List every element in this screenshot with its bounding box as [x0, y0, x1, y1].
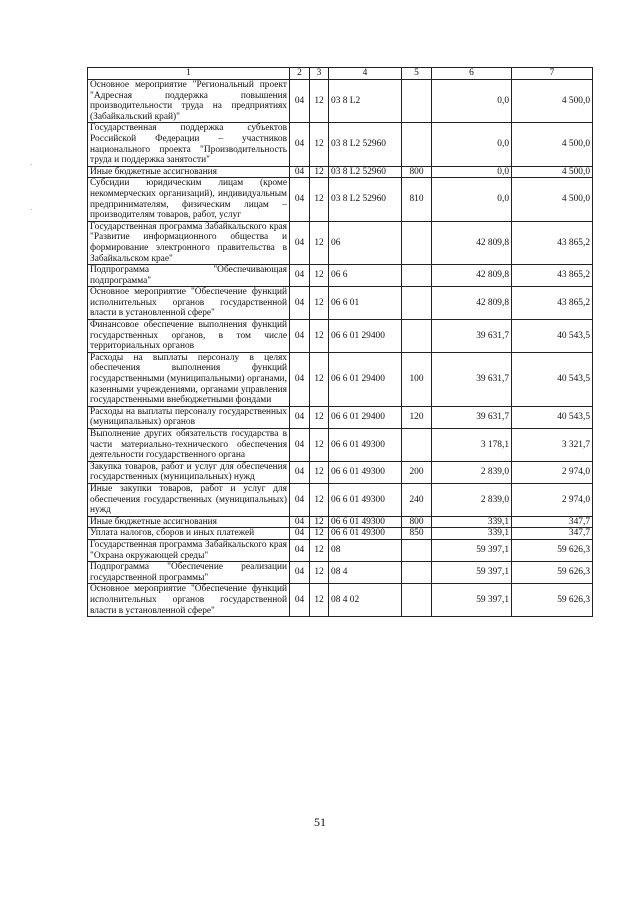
expense-type-cell	[402, 320, 432, 353]
table-row	[88, 166, 593, 178]
table-row	[88, 123, 593, 166]
amount-year2-cell: 59 626,3	[512, 562, 593, 584]
target-article-cell: 06	[329, 221, 402, 264]
section-code-cell: 04	[290, 287, 310, 320]
section-code-cell: 04	[290, 516, 310, 528]
column-header: 2	[290, 68, 310, 80]
amount-year2-cell: 40 543,5	[512, 406, 593, 428]
amount-year2-cell: 43 865,2	[512, 221, 593, 264]
amount-year1-cell: 59 397,1	[432, 584, 512, 617]
expense-type-cell	[402, 429, 432, 462]
expense-type-cell: 800	[402, 166, 432, 178]
amount-year1-cell: 0,0	[432, 123, 512, 166]
expense-name-cell: Расходы на выплаты персоналу в целях обеспечения выполнения функций государственными (муниципальными) органами, казенными учреждениями, органами управления государственными внебюджетными фондами	[88, 352, 290, 406]
amount-year2-cell: 2 974,0	[512, 483, 593, 516]
page-number: 51	[314, 815, 326, 829]
section-code-cell: 04	[290, 265, 310, 287]
expense-name-cell: Субсидии юридическим лицам (кроме некоммерческих организаций), индивидуальным предпринимателям, физическим лицам – производителям товаров, работ, услуг	[88, 178, 290, 221]
target-article-cell: 03 8 L2 52960	[329, 178, 402, 221]
expense-name-cell: Подпрограмма "Обеспечивающая подпрограмма"	[88, 265, 290, 287]
table-row	[88, 320, 593, 353]
amount-year2-cell: 43 865,2	[512, 265, 593, 287]
target-article-cell: 03 8 L2	[329, 80, 402, 123]
amount-year2-cell: 347,7	[512, 516, 593, 528]
target-article-cell: 08	[329, 539, 402, 561]
table-row	[88, 287, 593, 320]
section-code-cell: 04	[290, 80, 310, 123]
amount-year1-cell: 0,0	[432, 166, 512, 178]
section-code-cell: 04	[290, 584, 310, 617]
amount-year2-cell: 4 500,0	[512, 166, 593, 178]
expense-type-cell	[402, 80, 432, 123]
target-article-cell: 06 6 01 49300	[329, 429, 402, 462]
table-row	[88, 221, 593, 264]
amount-year2-cell: 40 543,5	[512, 352, 593, 406]
expense-type-cell: 810	[402, 178, 432, 221]
amount-year1-cell: 42 809,8	[432, 287, 512, 320]
amount-year1-cell: 39 631,7	[432, 352, 512, 406]
amount-year1-cell: 39 631,7	[432, 320, 512, 353]
expense-name-cell: Подпрограмма "Обеспечение реализации государственной программы"	[88, 562, 290, 584]
column-header: 6	[432, 68, 512, 80]
amount-year1-cell: 59 397,1	[432, 562, 512, 584]
amount-year2-cell: 4 500,0	[512, 123, 593, 166]
amount-year2-cell: 4 500,0	[512, 178, 593, 221]
expense-name-cell: Расходы на выплаты персоналу государственных (муниципальных) органов	[88, 406, 290, 428]
expense-name-cell: Иные бюджетные ассигнования	[88, 516, 290, 528]
expense-name-cell: Государственная поддержка субъектов Российской Федерации – участников национального проекта "Производительность труда и поддержка занятости"	[88, 123, 290, 166]
amount-year2-cell: 59 626,3	[512, 539, 593, 561]
subsection-code-cell: 12	[310, 584, 329, 617]
column-header: 5	[402, 68, 432, 80]
budget-table	[87, 67, 593, 617]
table-row	[88, 406, 593, 428]
subsection-code-cell: 12	[310, 287, 329, 320]
expense-name-cell: Государственная программа Забайкальского края "Охрана окружающей среды"	[88, 539, 290, 561]
table-row	[88, 265, 593, 287]
section-code-cell: 04	[290, 562, 310, 584]
amount-year1-cell: 0,0	[432, 178, 512, 221]
subsection-code-cell: 12	[310, 516, 329, 528]
section-code-cell: 04	[290, 483, 310, 516]
expense-type-cell	[402, 287, 432, 320]
expense-name-cell: Иные закупки товаров, работ и услуг для обеспечения государственных (муниципальных) нужд	[88, 483, 290, 516]
section-code-cell: 04	[290, 429, 310, 462]
target-article-cell: 03 8 L2 52960	[329, 123, 402, 166]
target-article-cell: 06 6 01 29400	[329, 352, 402, 406]
amount-year1-cell: 42 809,8	[432, 221, 512, 264]
section-code-cell: 04	[290, 178, 310, 221]
table-row	[88, 539, 593, 561]
expense-name-cell: Иные бюджетные ассигнования	[88, 166, 290, 178]
subsection-code-cell: 12	[310, 178, 329, 221]
target-article-cell: 06 6 01	[329, 287, 402, 320]
table-row	[88, 584, 593, 617]
expense-type-cell: 800	[402, 516, 432, 528]
expense-type-cell: 850	[402, 528, 432, 540]
subsection-code-cell: 12	[310, 483, 329, 516]
expense-type-cell	[402, 562, 432, 584]
amount-year2-cell: 43 865,2	[512, 287, 593, 320]
scan-mark: ·	[30, 160, 33, 169]
expense-type-cell	[402, 123, 432, 166]
amount-year1-cell: 42 809,8	[432, 265, 512, 287]
target-article-cell: 06 6 01 29400	[329, 320, 402, 353]
table-row	[88, 178, 593, 221]
section-code-cell: 04	[290, 352, 310, 406]
expense-name-cell: Основное мероприятие "Обеспечение функций исполнительных органов государственной власти в установленной сфере"	[88, 287, 290, 320]
target-article-cell: 06 6 01 49300	[329, 528, 402, 540]
amount-year2-cell: 3 321,7	[512, 429, 593, 462]
table-row	[88, 562, 593, 584]
expense-type-cell: 100	[402, 352, 432, 406]
section-code-cell: 04	[290, 539, 310, 561]
target-article-cell: 06 6 01 49300	[329, 483, 402, 516]
amount-year1-cell: 59 397,1	[432, 539, 512, 561]
amount-year1-cell: 2 839,0	[432, 483, 512, 516]
column-header: 3	[310, 68, 329, 80]
amount-year1-cell: 339,1	[432, 516, 512, 528]
expense-type-cell: 200	[402, 461, 432, 483]
subsection-code-cell: 12	[310, 265, 329, 287]
section-code-cell: 04	[290, 221, 310, 264]
table-row	[88, 461, 593, 483]
section-code-cell: 04	[290, 528, 310, 540]
section-code-cell: 04	[290, 123, 310, 166]
table-row	[88, 429, 593, 462]
target-article-cell: 06 6 01 29400	[329, 406, 402, 428]
expense-type-cell: 120	[402, 406, 432, 428]
expense-name-cell: Уплата налогов, сборов и иных платежей	[88, 528, 290, 540]
expense-name-cell: Финансовое обеспечение выполнения функций государственных органов, в том числе территориальных органов	[88, 320, 290, 353]
subsection-code-cell: 12	[310, 461, 329, 483]
table-row	[88, 516, 593, 528]
amount-year1-cell: 3 178,1	[432, 429, 512, 462]
table-body	[88, 80, 593, 617]
target-article-cell: 06 6 01 49300	[329, 461, 402, 483]
expense-name-cell: Государственная программа Забайкальского края "Развитие информационного общества и формирование электронного правительства в Забайкальском крае"	[88, 221, 290, 264]
target-article-cell: 03 8 L2 52960	[329, 166, 402, 178]
table-row	[88, 483, 593, 516]
section-code-cell: 04	[290, 461, 310, 483]
expense-name-cell: Выполнение других обязательств государства в части материально-технического обеспечения деятельности государственного органа	[88, 429, 290, 462]
column-header: 4	[329, 68, 402, 80]
subsection-code-cell: 12	[310, 528, 329, 540]
section-code-cell: 04	[290, 166, 310, 178]
expense-name-cell: Основное мероприятие "Региональный проект "Адресная поддержка повышения производительности труда на предприятиях (Забайкальский край)"	[88, 80, 290, 123]
subsection-code-cell: 12	[310, 539, 329, 561]
amount-year1-cell: 39 631,7	[432, 406, 512, 428]
scan-mark: ·	[30, 205, 33, 214]
subsection-code-cell: 12	[310, 562, 329, 584]
expense-type-cell	[402, 265, 432, 287]
subsection-code-cell: 12	[310, 320, 329, 353]
column-header: 7	[512, 68, 593, 80]
amount-year1-cell: 339,1	[432, 528, 512, 540]
target-article-cell: 06 6	[329, 265, 402, 287]
table-row	[88, 352, 593, 406]
subsection-code-cell: 12	[310, 352, 329, 406]
expense-type-cell	[402, 539, 432, 561]
amount-year2-cell: 59 626,3	[512, 584, 593, 617]
expense-type-cell: 240	[402, 483, 432, 516]
amount-year2-cell: 4 500,0	[512, 80, 593, 123]
amount-year1-cell: 2 839,0	[432, 461, 512, 483]
subsection-code-cell: 12	[310, 123, 329, 166]
table-row	[88, 528, 593, 540]
expense-name-cell: Закупка товаров, работ и услуг для обеспечения государственных (муниципальных) нужд	[88, 461, 290, 483]
section-code-cell: 04	[290, 406, 310, 428]
amount-year1-cell: 0,0	[432, 80, 512, 123]
expense-name-cell: Основное мероприятие "Обеспечение функций исполнительных органов государственной власти в установленной сфере"	[88, 584, 290, 617]
expense-type-cell	[402, 584, 432, 617]
table-row	[88, 80, 593, 123]
table-header-row	[88, 68, 593, 80]
target-article-cell: 08 4 02	[329, 584, 402, 617]
subsection-code-cell: 12	[310, 429, 329, 462]
expense-type-cell	[402, 221, 432, 264]
amount-year2-cell: 2 974,0	[512, 461, 593, 483]
subsection-code-cell: 12	[310, 166, 329, 178]
amount-year2-cell: 347,7	[512, 528, 593, 540]
target-article-cell: 06 6 01 49300	[329, 516, 402, 528]
section-code-cell: 04	[290, 320, 310, 353]
target-article-cell: 08 4	[329, 562, 402, 584]
subsection-code-cell: 12	[310, 406, 329, 428]
amount-year2-cell: 40 543,5	[512, 320, 593, 353]
subsection-code-cell: 12	[310, 80, 329, 123]
column-header: 1	[88, 68, 290, 80]
subsection-code-cell: 12	[310, 221, 329, 264]
